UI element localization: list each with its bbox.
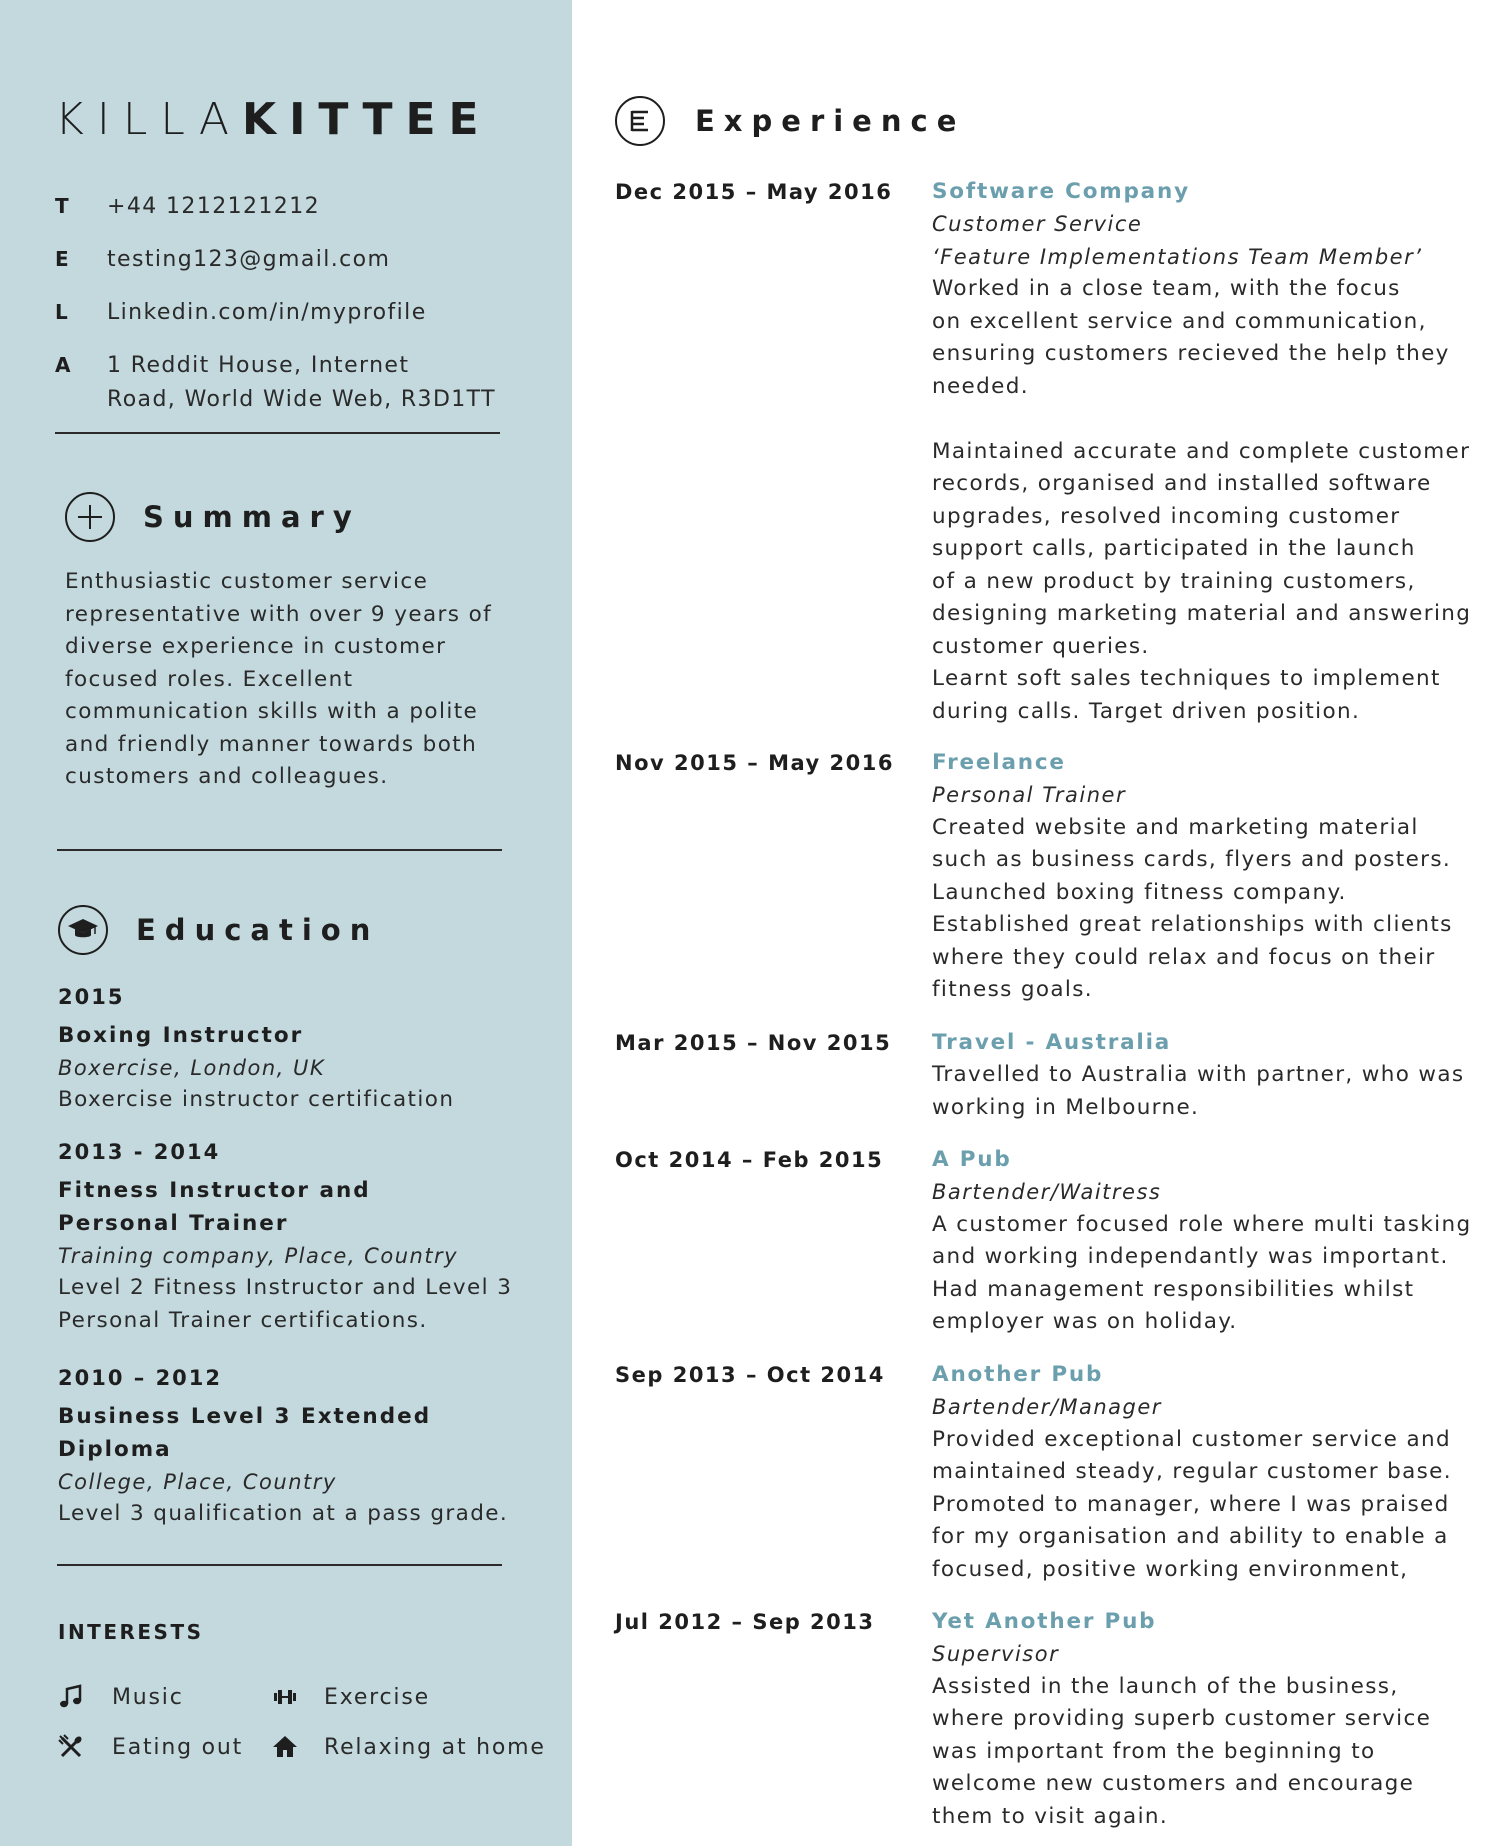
- list-icon: [615, 96, 665, 146]
- job-description-line: during calls. Target driven position.: [932, 698, 1361, 724]
- interest-item: [58, 1734, 243, 1760]
- job-role: Supervisor: [932, 1642, 1060, 1666]
- education-qualification: Business Level 3 Extended Diploma: [58, 1404, 432, 1462]
- contact-address: [55, 349, 525, 417]
- job-description-line: and working independantly was important.: [932, 1244, 1449, 1269]
- job-description-line: support calls, participated in the launch: [932, 536, 1416, 561]
- education-description: Level 3 qualification at a pass grade.: [58, 1501, 509, 1526]
- sidebar: [0, 0, 572, 1846]
- experience-heading: [615, 96, 965, 146]
- job-description-line: on excellent service and communication,: [932, 308, 1427, 334]
- education-title: Education: [136, 913, 380, 947]
- job-description-line: where they could relax and focus on their: [932, 944, 1436, 970]
- contact-label: L: [55, 300, 68, 324]
- education-entry: [58, 982, 528, 1117]
- contact-list: [55, 190, 525, 436]
- job-description-line: Learnt soft sales techniques to implement: [932, 666, 1441, 691]
- job-description-line: designing marketing material and answering: [932, 601, 1472, 626]
- interest-item: [272, 1734, 546, 1760]
- job-role: Bartender/Manager: [932, 1395, 1162, 1419]
- job-description-line: such as business cards, flyers and posters.: [932, 847, 1452, 872]
- divider: [57, 1564, 502, 1566]
- job-company: Yet Another Pub: [932, 1609, 1157, 1634]
- job-date: Nov 2015 – May 2016: [615, 751, 894, 775]
- education-place: Training company, Place, Country: [58, 1244, 459, 1268]
- job-description-line: customer queries.: [932, 633, 1150, 659]
- music-note-icon: [58, 1684, 84, 1710]
- job-description-line: employer was on holiday.: [932, 1309, 1238, 1334]
- job-date: Oct 2014 – Feb 2015: [615, 1148, 884, 1172]
- interests-title: INTERESTS: [58, 1620, 204, 1644]
- job-description-line: welcome new customers and encourage: [932, 1771, 1415, 1796]
- contact-label: A: [55, 353, 71, 377]
- job-description-line: A customer focused role where multi tasking: [932, 1211, 1472, 1237]
- job-company: Software Company: [932, 179, 1190, 204]
- job-description-line: focused, positive working environment,: [932, 1556, 1409, 1582]
- job-description-line: fitness goals.: [932, 977, 1093, 1002]
- summary-text: Enthusiastic customer service representative with over 9 years of diverse experience in customer focused roles. Excellent communication skills with a polite and friendly manner towards both customers and colleagues.: [65, 569, 493, 789]
- education-description: Boxercise instructor certification: [58, 1087, 455, 1112]
- education-entry: [58, 1363, 528, 1531]
- summary-heading: [65, 492, 361, 542]
- job-description-line: maintained steady, regular customer base.: [932, 1459, 1452, 1484]
- job-description-line: of a new product by training customers,: [932, 568, 1416, 594]
- job-description-line: was important from the beginning to: [932, 1738, 1376, 1764]
- job-role: Bartender/Waitress: [932, 1180, 1162, 1204]
- contact-email: [55, 243, 525, 277]
- home-icon: [272, 1734, 298, 1760]
- graduation-cap-icon: [58, 905, 108, 955]
- job-description-line: Travelled to Australia with partner, who was: [932, 1062, 1465, 1087]
- fork-knife-icon: [58, 1734, 84, 1760]
- job-date: Jul 2012 – Sep 2013: [615, 1610, 875, 1634]
- interest-label: Music: [112, 1684, 184, 1710]
- job-description-line: Promoted to manager, where I was praised: [932, 1491, 1450, 1517]
- contact-value: testing123@gmail.com: [107, 247, 391, 272]
- divider: [57, 849, 502, 851]
- job-role: ‘Feature Implementations Team Member’: [932, 244, 1423, 269]
- job-description-line: Had management responsibilities whilst: [932, 1276, 1415, 1302]
- job-role: Personal Trainer: [932, 783, 1127, 807]
- job-description-line: Maintained accurate and complete customer: [932, 438, 1471, 464]
- job-description-line: upgrades, resolved incoming customer: [932, 503, 1401, 529]
- job-description-line: them to visit again.: [932, 1803, 1169, 1829]
- education-year: 2015: [58, 985, 125, 1009]
- job-date: Sep 2013 – Oct 2014: [615, 1363, 885, 1387]
- education-description: Level 2 Fitness Instructor and Level 3 Personal Trainer certifications.: [58, 1275, 513, 1333]
- education-qualification: Boxing Instructor: [58, 1023, 304, 1048]
- education-year: 2013 - 2014: [58, 1140, 221, 1164]
- education-qualification: Fitness Instructor and Personal Trainer: [58, 1178, 371, 1236]
- interest-item: [272, 1684, 430, 1710]
- job-date: Dec 2015 – May 2016: [615, 180, 893, 204]
- education-entry: [58, 1137, 528, 1337]
- education-year: 2010 – 2012: [58, 1366, 223, 1390]
- name-first: KILLA: [55, 94, 242, 145]
- summary-title: Summary: [143, 500, 361, 534]
- job-description-line: ensuring customers recieved the help they: [932, 341, 1450, 366]
- education-heading: [58, 905, 379, 955]
- resume-name: [55, 94, 492, 145]
- job-description-line: records, organised and installed software: [932, 471, 1432, 496]
- contact-label: E: [55, 247, 69, 271]
- contact-linkedin: [55, 296, 525, 330]
- contact-label: T: [55, 194, 69, 218]
- job-description-line: Worked in a close team, with the focus: [932, 276, 1401, 301]
- job-company: Travel - Australia: [932, 1030, 1172, 1055]
- job-description-line: Provided exceptional customer service and: [932, 1426, 1451, 1452]
- contact-phone: [55, 190, 525, 224]
- divider: [55, 432, 500, 434]
- job-date: Mar 2015 – Nov 2015: [615, 1031, 892, 1055]
- contact-value: 1 Reddit House, Internet: [107, 353, 410, 378]
- interest-label: Relaxing at home: [324, 1734, 546, 1760]
- education-place: Boxercise, London, UK: [58, 1056, 326, 1080]
- job-company: Another Pub: [932, 1362, 1104, 1387]
- experience-title: Experience: [695, 104, 966, 138]
- education-place: College, Place, Country: [58, 1470, 337, 1494]
- job-description-line: working in Melbourne.: [932, 1094, 1200, 1120]
- job-description-line: Launched boxing fitness company.: [932, 879, 1347, 905]
- interest-item: [58, 1684, 184, 1710]
- job-description-line: for my organisation and ability to enable a: [932, 1524, 1449, 1549]
- plus-icon: [65, 492, 115, 542]
- dumbbell-icon: [272, 1684, 298, 1710]
- contact-value: Linkedin.com/in/myprofile: [107, 300, 427, 325]
- interest-label: Eating out: [112, 1734, 244, 1760]
- name-last: KITTEE: [241, 94, 492, 145]
- job-description-line: Assisted in the launch of the business,: [932, 1673, 1399, 1699]
- job-description-line: where providing superb customer service: [932, 1706, 1432, 1731]
- interest-label: Exercise: [324, 1684, 430, 1710]
- contact-value: Road, World Wide Web, R3D1TT: [107, 387, 496, 412]
- job-company: A Pub: [932, 1147, 1012, 1172]
- job-description-line: Established great relationships with clients: [932, 912, 1453, 937]
- job-description-line: Created website and marketing material: [932, 814, 1419, 840]
- job-role: Customer Service: [932, 212, 1143, 236]
- job-description-line: needed.: [932, 373, 1029, 399]
- contact-value: +44 1212121212: [107, 194, 320, 219]
- job-company: Freelance: [932, 750, 1066, 775]
